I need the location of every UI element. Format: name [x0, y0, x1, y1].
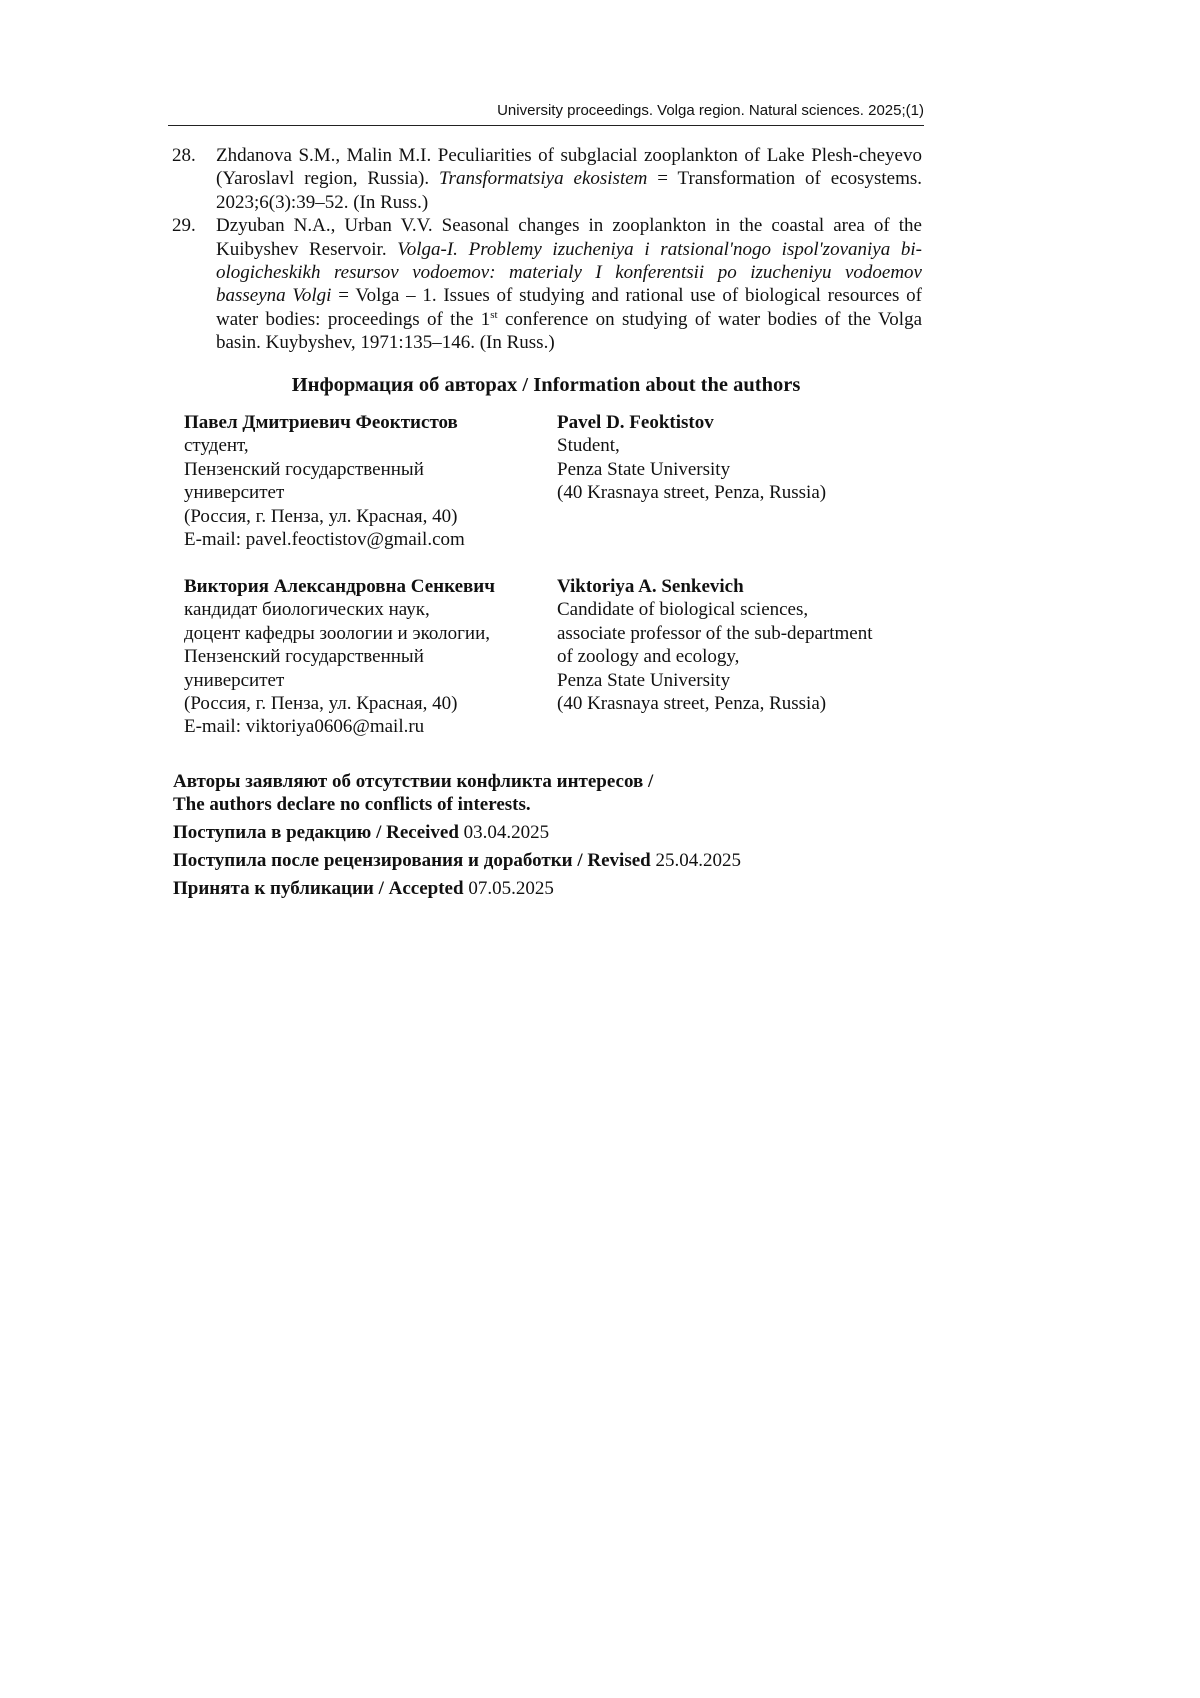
authors-heading: Информация об авторах / Information about the authors: [291, 374, 801, 396]
author-position: доцент кафедры зоологии и экологии,: [184, 622, 490, 644]
accepted-line: [173, 877, 933, 900]
reference-details: = Volga – 1. Issues of studying and rational use of biological resources of water bodies: proceedings of the 1: [216, 285, 922, 330]
reference-text: [216, 144, 922, 214]
running-head: University proceedings. Volga region. Natural sciences. 2025;(1): [497, 102, 924, 119]
conflict-statement-en: The authors declare no conflicts of interests.: [173, 794, 531, 816]
reference-source-italic: Volga-I. Problemy izucheniya i ratsional'nogo ispol'zovaniya bi-ologicheskikh resursov vodoemov: materialy I konferentsii po izucheniyu vodoemov basseyna Volgi: [216, 238, 922, 307]
author-affiliation-cont: университет: [184, 669, 285, 691]
reference-details: = Transformation of ecosystems. 2023;6(3):39–52. (In Russ.): [216, 168, 922, 213]
author-address: (40 Krasnaya street, Penza, Russia): [557, 693, 827, 715]
author-address: (Россия, г. Пенза, ул. Красная, 40): [184, 505, 458, 527]
reference-details-end: conference on studying of water bodies of the Volga basin. Kuybyshev, 1971:135–146. (In Russ.): [216, 308, 923, 354]
accepted-label: Принята к публикации / Accepted: [173, 878, 464, 900]
author-address: (Россия, г. Пенза, ул. Красная, 40): [184, 693, 458, 715]
author-degree: Candidate of biological sciences,: [557, 599, 809, 621]
author-position: associate professor of the sub-department: [557, 622, 873, 644]
author-email: E-mail: viktoriya0606@mail.ru: [184, 716, 425, 738]
reference-source-italic: Transformatsiya ekosistem: [439, 168, 648, 190]
author-name: Павел Дмитриевич Феоктистов: [184, 412, 458, 433]
author-email: E-mail: pavel.feoctistov@gmail.com: [184, 529, 465, 551]
author-affiliation: Penza State University: [557, 669, 731, 691]
author-position: студент,: [184, 435, 249, 457]
author-degree: кандидат биологических наук,: [184, 599, 430, 621]
reference-number: 29.: [172, 215, 196, 237]
author-2-en: [557, 575, 937, 715]
article-notes: [173, 770, 933, 901]
accepted-date: 07.05.2025: [468, 878, 554, 900]
reference-item-29: [172, 214, 922, 354]
author-1-en: [557, 411, 937, 505]
author-affiliation: Пензенский государственный: [184, 458, 424, 480]
header-rule: [168, 125, 924, 126]
author-address: (40 Krasnaya street, Penza, Russia): [557, 482, 827, 504]
author-affiliation: Пензенский государственный: [184, 646, 424, 668]
author-1-ru: [184, 411, 544, 551]
author-affiliation: Penza State University: [557, 458, 731, 480]
reference-authors-title: Zhdanova S.M., Malin M.I. Peculiarities of subglacial zooplankton of Lake Plesh-cheyevo (Yaroslavl region, Russia).: [216, 145, 922, 190]
received-date: 03.04.2025: [463, 822, 550, 844]
received-line: [173, 821, 933, 844]
reference-authors-title: Dzyuban N.A., Urban V.V. Seasonal changes in zooplankton in the coastal area of the Kuibyshev Reservoir.: [216, 215, 922, 260]
revised-label: Поступила после рецензирования и доработки / Revised: [173, 850, 651, 872]
conflict-statement-ru: Авторы заявляют об отсутствии конфликта интересов /: [173, 771, 654, 792]
author-name: Виктория Александровна Сенкевич: [184, 576, 495, 597]
author-name: Pavel D. Feoktistov: [557, 412, 714, 433]
reference-list: [172, 144, 922, 355]
author-position-cont: of zoology and ecology,: [557, 646, 740, 668]
author-position: Student,: [557, 435, 620, 457]
reference-item-28: [172, 144, 922, 214]
author-name: Viktoriya A. Senkevich: [557, 576, 744, 597]
revised-line: [173, 849, 933, 872]
received-label: Поступила в редакцию / Received: [173, 822, 459, 844]
author-2-ru: [184, 575, 544, 739]
reference-superscript: st: [490, 308, 498, 321]
reference-number: 28.: [172, 145, 196, 166]
reference-text: [216, 214, 922, 354]
author-affiliation-cont: университет: [184, 482, 285, 504]
revised-date: 25.04.2025: [655, 850, 741, 872]
